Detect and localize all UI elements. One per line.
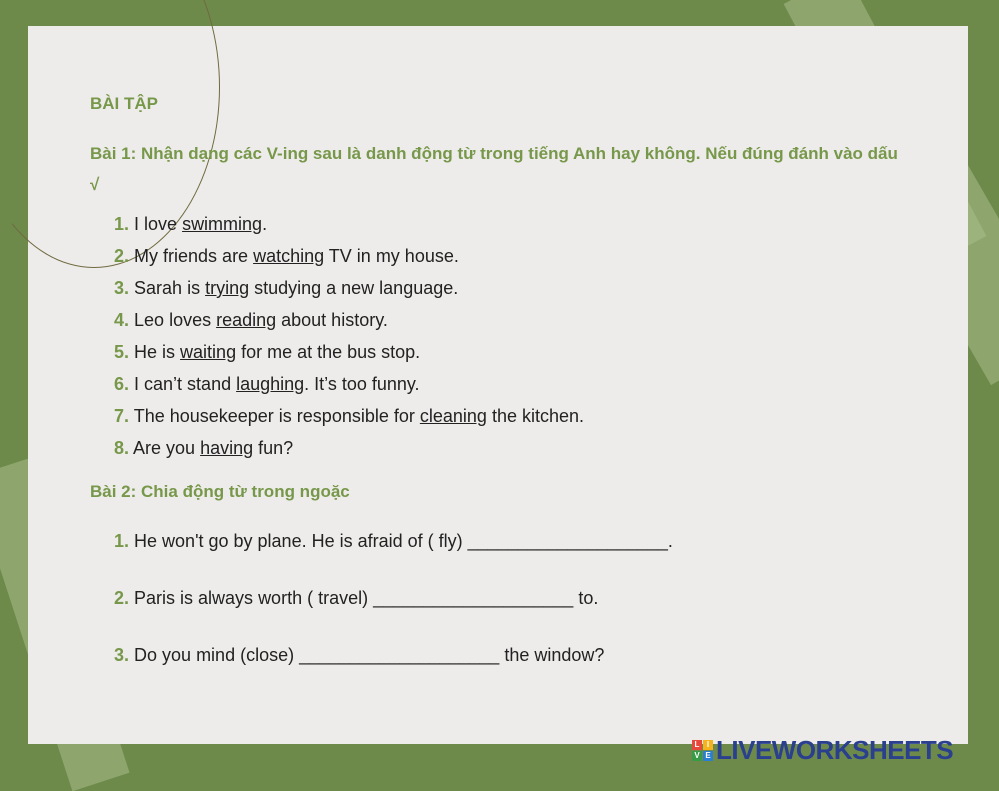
logo-letter: L [692,740,702,750]
answer-blank[interactable]: ____________________ [299,645,500,665]
list-item: 2. My friends are watching TV in my house. [114,246,459,266]
logo-text: LIVEWORKSHEETS [716,735,954,765]
exercise2-heading: Bài 2: Chia động từ trong ngoặc [90,482,350,501]
logo-letter: E [703,751,713,761]
exercise2-list [114,531,673,702]
gerund-word: reading [216,310,277,330]
worksheet-paper [28,26,968,744]
liveworksheets-logo[interactable] [692,735,953,766]
logo-letter: I [703,740,713,750]
page-title: BÀI TẬP [90,94,158,113]
gerund-word: laughing [236,374,305,394]
answer-blank[interactable]: ____________________ [467,531,668,551]
logo-letter: V [692,751,702,761]
list-item: 6. I can’t stand laughing. It’s too funny. [114,374,420,394]
logo-icon [692,740,713,761]
gerund-word: cleaning [419,406,487,426]
exercise1-list [114,214,584,470]
gerund-word: having [200,438,254,458]
list-item: 4. Leo loves reading about history. [114,310,388,330]
gerund-word: trying [205,278,250,298]
list-item: 3. Do you mind (close) ____________________ the window? [114,645,605,665]
gerund-word: swimming [182,214,263,234]
list-item: 7. The housekeeper is responsible for cleaning the kitchen. [114,406,584,426]
list-item: 8. Are you having fun? [114,438,294,458]
list-item: 3. Sarah is trying studying a new language. [114,278,459,298]
list-item: 1. I love swimming. [114,214,268,234]
gerund-word: waiting [180,342,237,362]
list-item: 5. He is waiting for me at the bus stop. [114,342,421,362]
exercise1-heading: Bài 1: Nhận dạng các V-ing sau là danh động từ trong tiếng Anh hay không. Nếu đúng đánh vào dấu √ [90,144,898,194]
list-item: 2. Paris is always worth ( travel) ____________________ to. [114,588,599,608]
gerund-word: watching [253,246,325,266]
list-item: 1. He won't go by plane. He is afraid of ( fly) ____________________. [114,531,673,551]
answer-blank[interactable]: ____________________ [373,588,574,608]
